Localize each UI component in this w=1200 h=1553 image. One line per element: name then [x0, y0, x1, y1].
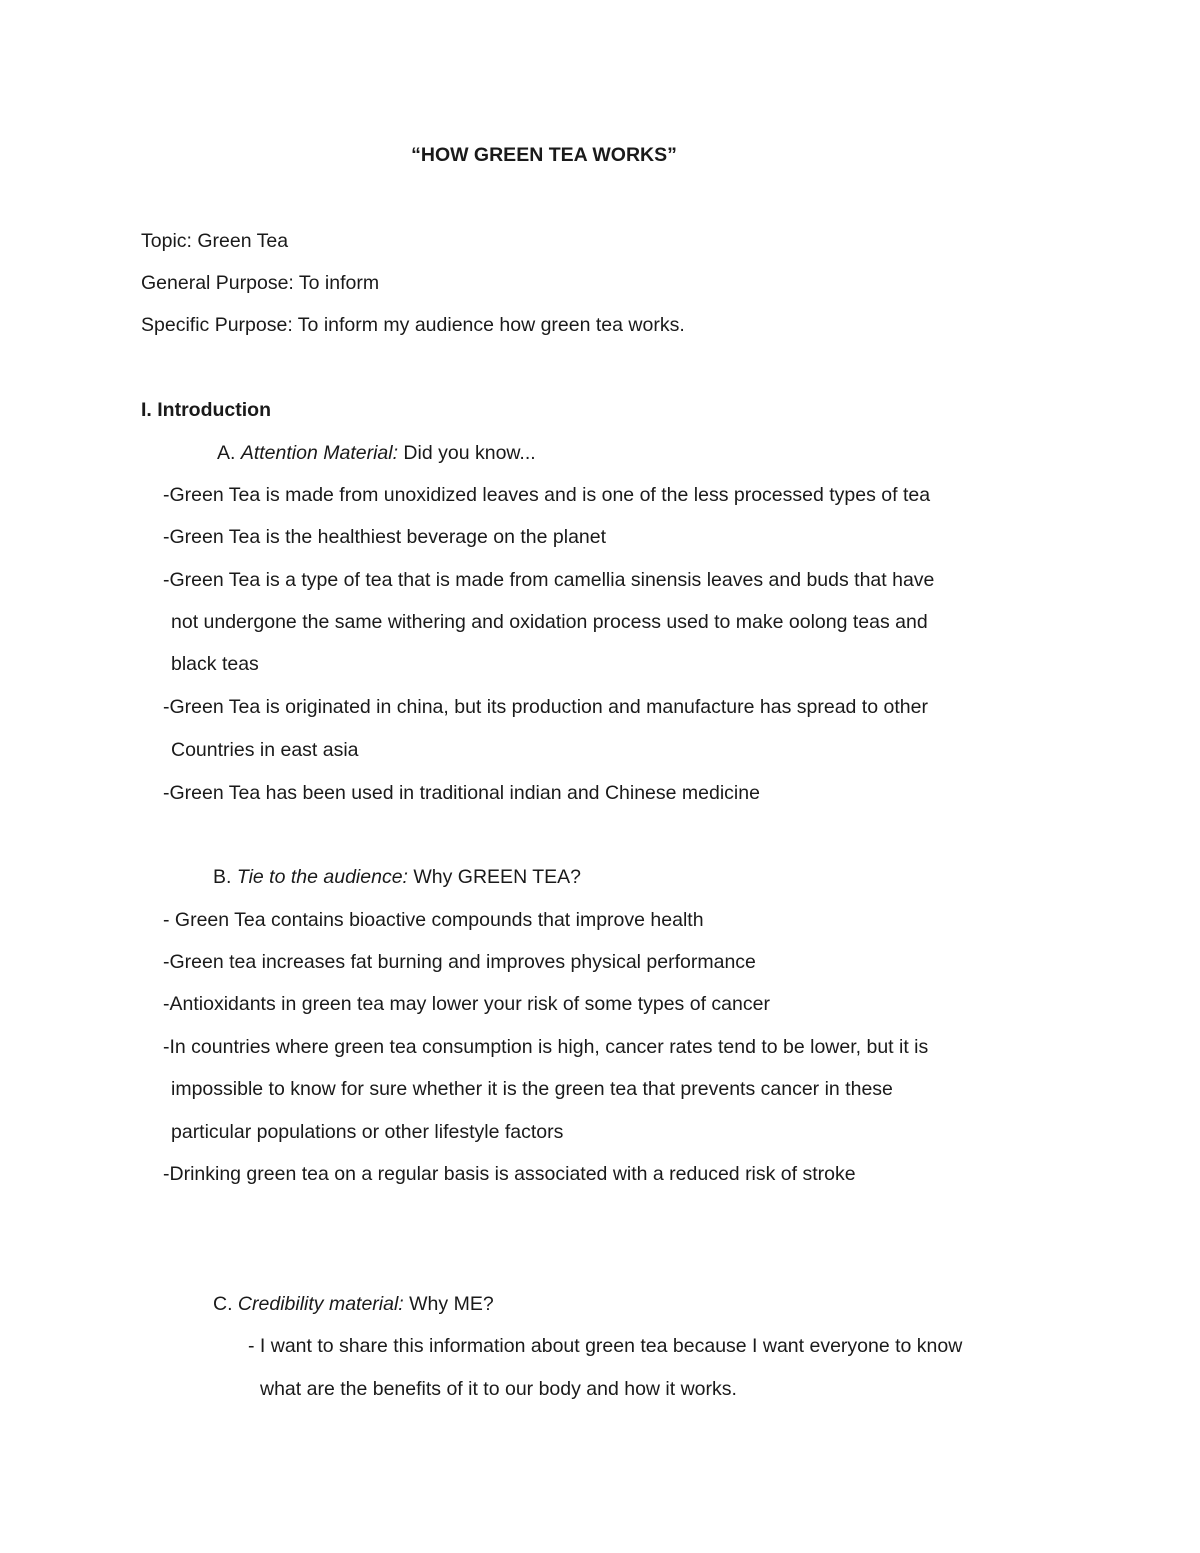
tie-line: -Antioxidants in green tea may lower your risk of some types of cancer	[163, 993, 770, 1015]
credibility-line: what are the benefits of it to our body and how it works.	[260, 1378, 737, 1400]
tie-line: - Green Tea contains bioactive compounds that improve health	[163, 909, 704, 931]
attention-line: -Green Tea is the healthiest beverage on the planet	[163, 526, 607, 548]
tie-line: -Drinking green tea on a regular basis is associated with a reduced risk of stroke	[163, 1163, 856, 1185]
credibility-material-heading	[213, 1295, 494, 1315]
tie-line: particular populations or other lifestyle factors	[171, 1121, 564, 1143]
attention-line: black teas	[171, 653, 259, 675]
credibility-label: Credibility material:	[237, 1293, 404, 1315]
tie-to-audience-heading	[213, 868, 581, 888]
credibility-text: Why ME?	[403, 1293, 494, 1315]
attention-text: Did you know...	[398, 442, 536, 464]
general-purpose-line: General Purpose: To inform	[141, 272, 380, 294]
attention-line: -Green Tea is made from unoxidized leaves and is one of the less processed types of tea	[163, 484, 931, 506]
tie-line: -In countries where green tea consumption is high, cancer rates tend to be lower, but it is	[163, 1036, 929, 1058]
attention-line: -Green Tea is originated in china, but its production and manufacture has spread to other	[163, 696, 928, 718]
tie-label: Tie to the audience:	[236, 866, 408, 888]
attention-line: Countries in east asia	[171, 739, 359, 761]
credibility-prefix: C.	[213, 1293, 238, 1315]
attention-prefix: A.	[217, 442, 241, 464]
document-title: “HOW GREEN TEA WORKS”	[411, 144, 677, 166]
attention-line: not undergone the same withering and oxidation process used to make oolong teas and	[171, 611, 928, 633]
attention-line: -Green Tea has been used in traditional indian and Chinese medicine	[163, 782, 760, 804]
tie-text: Why GREEN TEA?	[407, 866, 581, 888]
tie-line: -Green tea increases fat burning and improves physical performance	[163, 951, 756, 973]
topic-line: Topic: Green Tea	[141, 230, 289, 252]
attention-material-heading	[217, 444, 536, 464]
tie-line: impossible to know for sure whether it is the green tea that prevents cancer in these	[171, 1078, 893, 1100]
specific-purpose-line: Specific Purpose: To inform my audience how green tea works.	[141, 314, 685, 336]
attention-line: -Green Tea is a type of tea that is made from camellia sinensis leaves and buds that have	[163, 569, 935, 591]
attention-label: Attention Material:	[240, 442, 399, 464]
credibility-line: - I want to share this information about green tea because I want everyone to know	[248, 1335, 963, 1357]
tie-prefix: B.	[213, 866, 237, 888]
introduction-heading: I. Introduction	[141, 399, 271, 421]
